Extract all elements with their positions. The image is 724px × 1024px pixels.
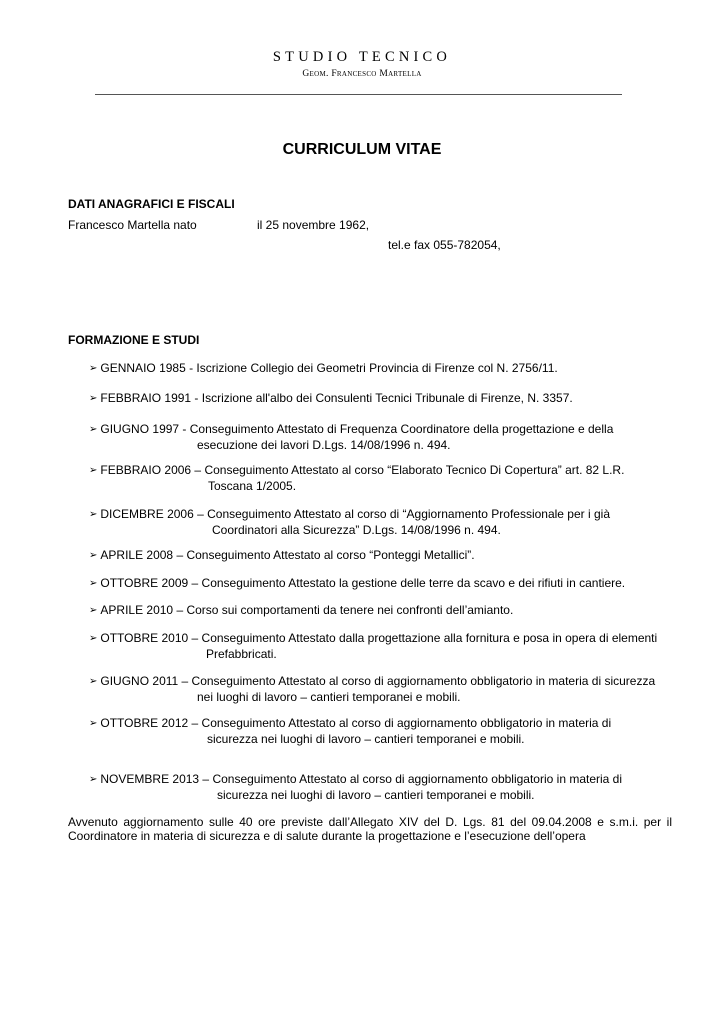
arrow-bullet-icon: ➢ (89, 605, 98, 616)
telfax-text: tel.e fax 055-782054, (388, 238, 501, 252)
name-born-text: Francesco Martella nato (68, 218, 197, 232)
arrow-bullet-icon: ➢ (89, 676, 98, 687)
professional-name: Geom. Francesco Martella (302, 69, 422, 79)
list-item: ➢ GIUGNO 1997 - Conseguimento Attestato di Frequenza Coordinatore della progettazione e della esecuzione dei lavori D.Lgs. 14/08/1996 n. 494. (89, 422, 614, 452)
list-item: ➢ APRILE 2008 – Conseguimento Attestato al corso “Ponteggi Metallici”. (89, 548, 475, 562)
arrow-bullet-icon: ➢ (89, 578, 98, 589)
arrow-bullet-icon: ➢ (89, 718, 98, 729)
list-item: ➢ OTTOBRE 2009 – Conseguimento Attestato la gestione delle terre da scavo e dei rifiuti in cantiere. (89, 576, 626, 590)
arrow-bullet-icon: ➢ (89, 465, 98, 476)
studio-name: STUDIO TECNICO (272, 49, 452, 65)
letterhead (0, 49, 724, 79)
document-title: CURRICULUM VITAE (282, 141, 442, 158)
list-item: ➢ GIUGNO 2011 – Conseguimento Attestato al corso di aggiornamento obbligatorio in materia di sicurezza nei luoghi di lavoro – cantieri temporanei e mobili. (89, 674, 656, 704)
header-divider (95, 94, 622, 95)
list-item: ➢ NOVEMBRE 2013 – Conseguimento Attestato al corso di aggiornamento obbligatorio in materia di sicurezza nei luoghi di lavoro – cantieri temporanei e mobili. (89, 772, 623, 802)
section-heading-formazione: FORMAZIONE E STUDI (68, 333, 200, 347)
list-item: ➢ OTTOBRE 2012 – Conseguimento Attestato al corso di aggiornamento obbligatorio in materia di sicurezza nei luoghi di lavoro – cantieri temporanei e mobili. (89, 716, 612, 746)
arrow-bullet-icon: ➢ (89, 550, 98, 561)
arrow-bullet-icon: ➢ (89, 633, 98, 644)
list-item: ➢ DICEMBRE 2006 – Conseguimento Attestato al corso di “Aggiornamento Professionale per i già Coordinatori alla Sicurezza” D.Lgs. 14/08/1996 n. 494. (89, 507, 610, 537)
list-item: ➢ GENNAIO 1985 - Iscrizione Collegio dei Geometri Provincia di Firenze col N. 2756/11. (89, 361, 558, 375)
closing-paragraph: Avvenuto aggiornamento sulle 40 ore previste dall’Allegato XIV del D. Lgs. 81 del 09.04.2008 e s.m.i. per il Coordinatore in materia di sicurezza e di salute durante la progettazione e l’esecuzione dell’opera (68, 815, 672, 843)
arrow-bullet-icon: ➢ (89, 774, 98, 785)
arrow-bullet-icon: ➢ (89, 363, 98, 374)
arrow-bullet-icon: ➢ (89, 393, 98, 404)
list-item: ➢ FEBBRAIO 2006 – Conseguimento Attestato al corso “Elaborato Tecnico Di Copertura” art. 82 L.R. Toscana 1/2005. (89, 463, 625, 493)
list-item: ➢ OTTOBRE 2010 – Conseguimento Attestato dalla progettazione alla fornitura e posa in opera di elementi Prefabbricati. (89, 631, 658, 661)
birth-date-text: il 25 novembre 1962, (257, 218, 370, 232)
list-item: ➢ FEBBRAIO 1991 - Iscrizione all'albo dei Consulenti Tecnici Tribunale di Firenze, N. 3357. (89, 391, 573, 405)
section-heading-anagrafici: DATI ANAGRAFICI E FISCALI (68, 197, 235, 211)
list-item: ➢ APRILE 2010 – Corso sui comportamenti da tenere nei confronti dell’amianto. (89, 603, 514, 617)
arrow-bullet-icon: ➢ (89, 424, 98, 435)
arrow-bullet-icon: ➢ (89, 509, 98, 520)
